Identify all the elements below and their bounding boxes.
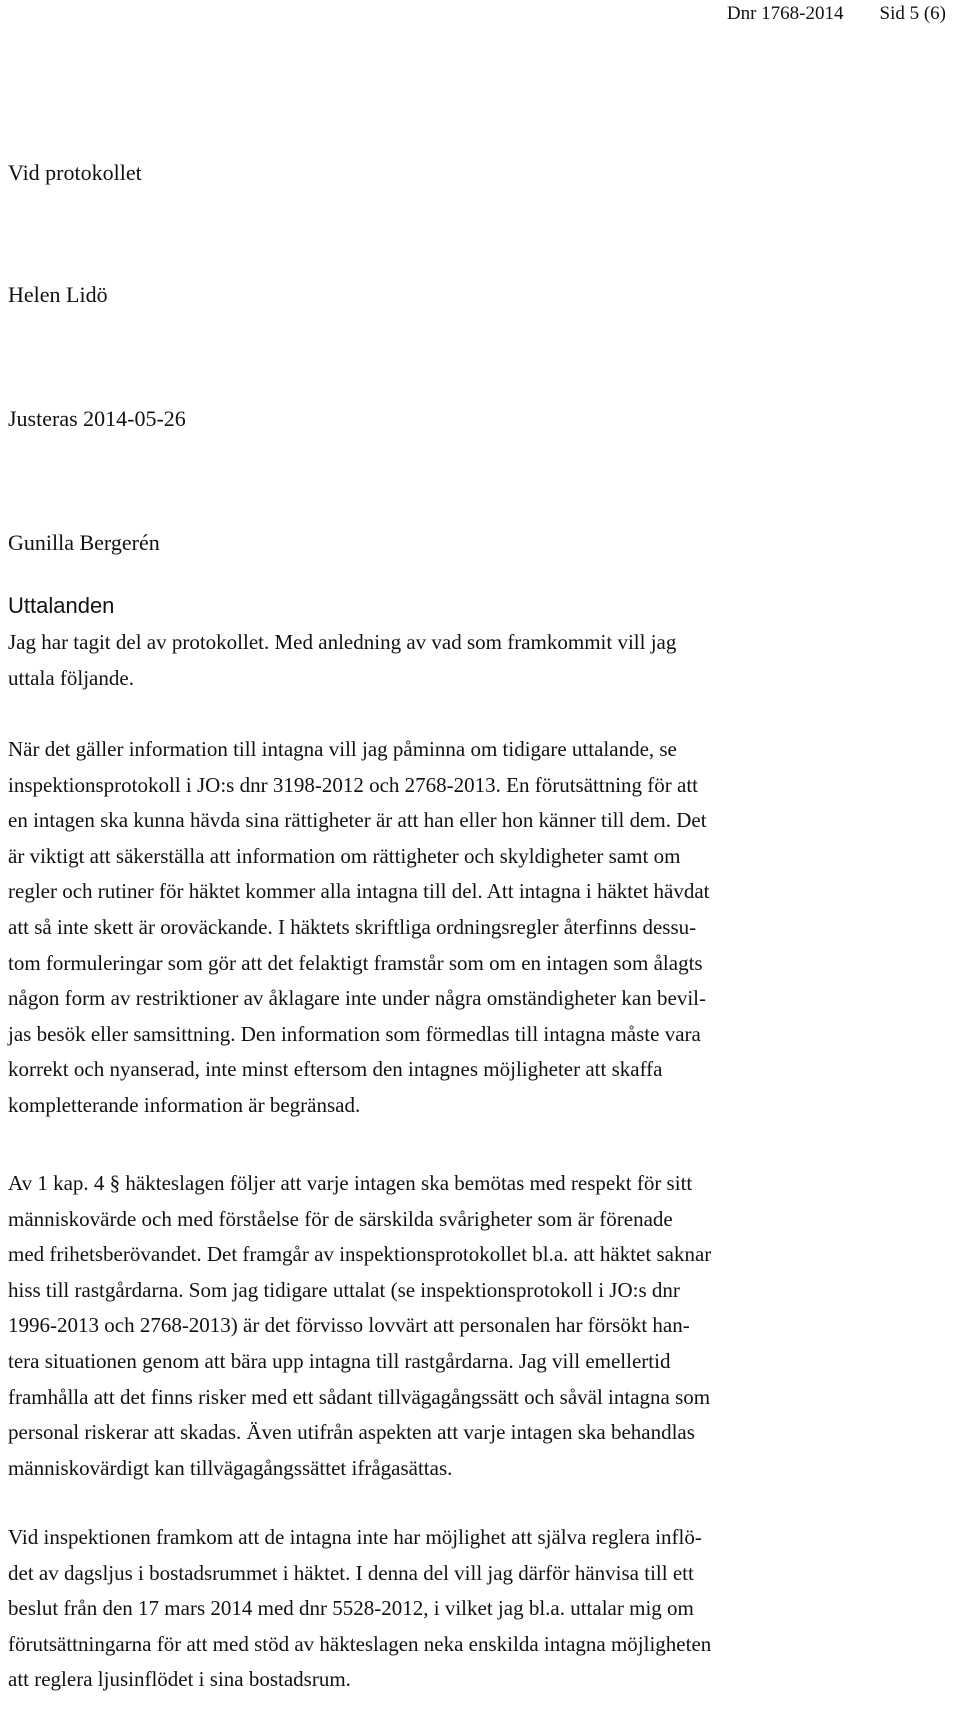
paragraph-line: förutsättningarna för att med stöd av häkteslagen neka enskilda intagna möjligheten bbox=[8, 1631, 712, 1656]
paragraph-line: är viktigt att säkerställa att information om rättigheter och skyldigheter samt om bbox=[8, 843, 681, 868]
paragraph-line: att reglera ljusinflödet i sina bostadsrum. bbox=[8, 1667, 351, 1692]
paragraph-respect bbox=[8, 1166, 928, 1486]
paragraph-line: inspektionsprotokoll i JO:s dnr 3198-2012 och 2768-2013. En förutsättning för att bbox=[8, 772, 699, 797]
paragraph-line: någon form av restriktioner av åklagare inte under några omständigheter kan bevil- bbox=[8, 986, 706, 1011]
case-number: Dnr 1768-2014 bbox=[726, 3, 844, 24]
paragraph-line: framhålla att det finns risker med ett sådant tillvägagångssätt och såväl intagna som bbox=[8, 1384, 711, 1409]
paragraph-line: människovärde och med förståelse för de särskilda svårigheter som är förenade bbox=[8, 1206, 673, 1231]
paragraph-line: det av dagsljus i bostadsrummet i häktet. I denna del vill jag därför hänvisa till ett bbox=[8, 1560, 694, 1585]
closing-label: Vid protokollet bbox=[8, 160, 142, 185]
paragraph-line: tera situationen genom att bära upp intagna till rastgårdarna. Jag vill emellertid bbox=[8, 1348, 671, 1373]
paragraph-line: Vid inspektionen framkom att de intagna inte har möjlighet att själva reglera inflö- bbox=[8, 1525, 702, 1549]
author-name: Helen Lidö bbox=[8, 282, 108, 307]
paragraph-line: att så inte skett är oroväckande. I häktets skriftliga ordningsregler återfinns dessu- bbox=[8, 914, 697, 939]
paragraph-line: personal riskerar att skadas. Även utifrån aspekten att varje intagen ska behandlas bbox=[8, 1420, 695, 1445]
paragraph-line: Av 1 kap. 4 § häkteslagen följer att varje intagen ska bemötas med respekt för sitt bbox=[8, 1171, 693, 1195]
paragraph-line: beslut från den 17 mars 2014 med dnr 5528-2012, i vilket jag bl.a. uttalar mig om bbox=[8, 1596, 694, 1621]
paragraph-line: Jag har tagit del av protokollet. Med anledning av vad som framkommit vill jag bbox=[8, 630, 677, 654]
paragraph-line: När det gäller information till intagna vill jag påminna om tidigare uttalande, se bbox=[8, 737, 677, 761]
paragraph-line: 1996-2013 och 2768-2013) är det förvisso lovvärt att personalen har försökt han- bbox=[8, 1313, 690, 1338]
paragraph-line: hiss till rastgårdarna. Som jag tidigare uttalat (se inspektionsprotokoll i JO:s dnr bbox=[8, 1277, 680, 1302]
paragraph-line: uttala följande. bbox=[8, 665, 134, 690]
paragraph-intro bbox=[8, 625, 928, 696]
paragraph-line: en intagen ska kunna hävda sina rättigheter är att han eller hon känner till dem. Det bbox=[8, 808, 707, 833]
paragraph-line: människovärdigt kan tillvägagångssättet ifrågasättas. bbox=[8, 1455, 453, 1480]
paragraph-line: korrekt och nyanserad, inte minst eftersom den intagnes möjligheter att skaffa bbox=[8, 1057, 663, 1082]
paragraph-line: med frihetsberövandet. Det framgår av inspektionsprotokollet bl.a. att häktet saknar bbox=[8, 1242, 712, 1267]
signer-name: Gunilla Bergerén bbox=[8, 530, 160, 555]
page-header bbox=[727, 2, 946, 26]
paragraph-line: jas besök eller samsittning. Den information som förmedlas till intagna måste vara bbox=[8, 1021, 701, 1046]
paragraph-information bbox=[8, 732, 928, 1124]
page-number: Sid 5 (6) bbox=[879, 3, 946, 24]
paragraph-line: tom formuleringar som gör att det felaktigt framstår som om en intagen som ålagts bbox=[8, 950, 703, 975]
paragraph-daylight bbox=[8, 1520, 928, 1698]
paragraph-line: regler och rutiner för häktet kommer alla intagna till del. Att intagna i häktet hävdat bbox=[8, 879, 710, 904]
paragraph-line: kompletterande information är begränsad. bbox=[8, 1092, 361, 1117]
adjusted-date: Justeras 2014-05-26 bbox=[8, 406, 186, 431]
section-heading: Uttalanden bbox=[8, 593, 115, 618]
